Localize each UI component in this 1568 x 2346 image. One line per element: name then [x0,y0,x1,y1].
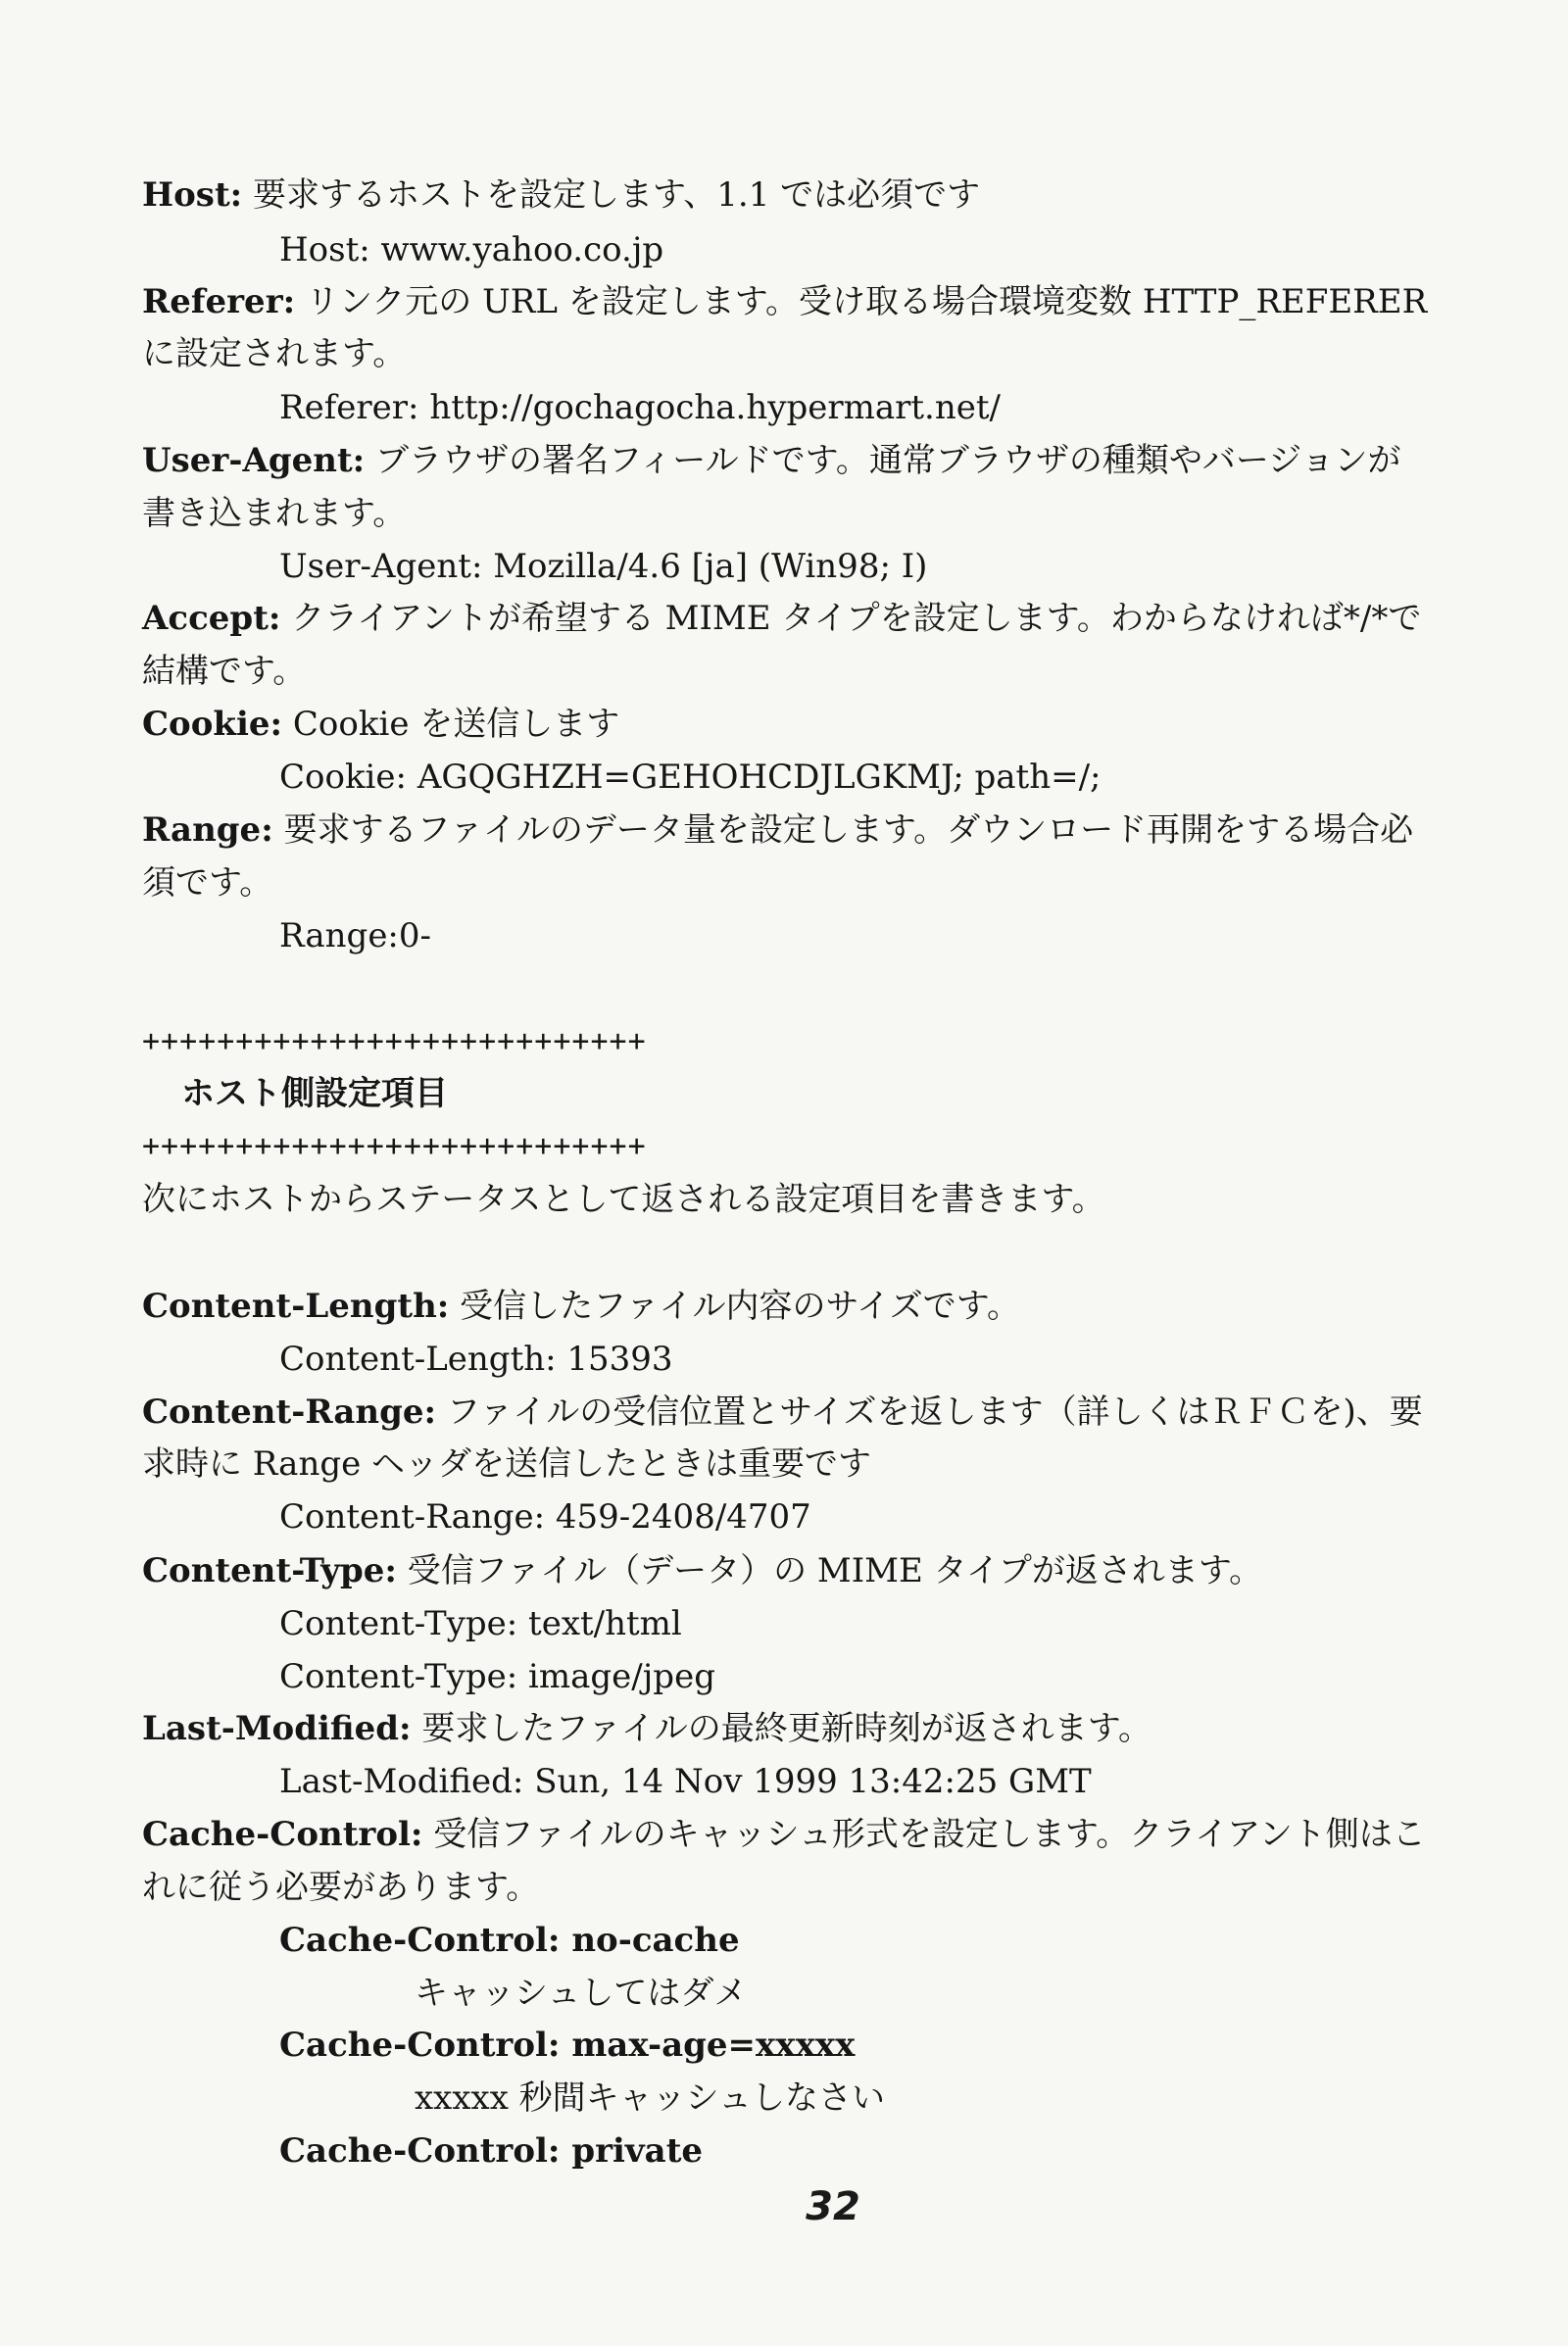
header-desc: 受信ファイル（データ）の MIME タイプが返されます。 [396,1551,1263,1590]
content-length-example: Content-Length: 15393 [279,1340,673,1379]
content-length-header-desc [142,1284,1020,1329]
header-desc: 要求するホストを設定します、1.1 では必須です [242,175,981,215]
referer-desc-cont: に設定されます。 [142,334,407,373]
header-key: Referer: [142,282,296,321]
header-key: User-Agent: [142,441,366,480]
page-number: 32 [806,2184,860,2229]
range-example: Range:0- [279,916,432,955]
header-key: Content-Range: [142,1393,437,1432]
content-type-example-jpeg: Content-Type: image/jpeg [279,1657,715,1696]
cache-control-no-cache: Cache-Control: no-cache [279,1921,740,1960]
range-desc-cont: 須です。 [142,863,273,903]
header-desc: リンク元の URL を設定します。受け取る場合環境変数 HTTP_REFERER [295,282,1428,321]
last-modified-header-desc [142,1706,1152,1751]
header-key: Content-Length: [142,1287,450,1326]
section-divider-top: +++++++++++++++++++++++++++ [142,1024,647,1058]
header-key: Content-Type: [142,1551,397,1590]
cache-control-private: Cache-Control: private [279,2131,704,2171]
accept-desc-cont: 結構です。 [142,652,307,691]
header-key: Accept: [142,599,281,638]
header-key: Host: [142,175,243,215]
cache-control-desc-cont: れに従う必要があります。 [142,1868,540,1907]
header-desc: ファイルの受信位置とサイズを返します（詳しくはＲＦＣを)、要 [436,1393,1423,1432]
section-intro: 次にホストからステータスとして返される設定項目を書きます。 [142,1180,1105,1219]
user-agent-header-desc [142,438,1401,483]
header-desc: 要求したファイルの最終更新時刻が返されます。 [411,1709,1152,1748]
content-range-desc-cont: 求時に Range ヘッダを送信したときは重要です [142,1444,872,1484]
header-key: Cookie: [142,705,283,744]
content-range-example: Content-Range: 459-2408/4707 [279,1497,811,1537]
cache-control-max-age: Cache-Control: max-age=xxxxx [279,2026,856,2065]
last-modified-example: Last-Modified: Sun, 14 Nov 1999 13:42:25 GMT [279,1762,1092,1801]
referer-example: Referer: http://gochagocha.hypermart.net/ [279,388,1001,427]
section-divider-bottom: +++++++++++++++++++++++++++ [142,1129,647,1163]
header-key: Range: [142,810,273,850]
range-header-desc [142,807,1413,853]
header-key: Last-Modified: [142,1709,412,1748]
content-type-header-desc [142,1548,1262,1593]
referer-header-desc [142,279,1427,324]
header-desc: 受信ファイルのキャッシュ形式を設定します。クライアント側はこ [422,1815,1426,1854]
cookie-example: Cookie: AGQGHZH=GEHOHCDJLGKMJ; path=/; [279,758,1102,797]
header-key: Cache-Control: [142,1815,423,1854]
section-title: ホスト側設定項目 [181,1074,448,1113]
host-header-desc [142,172,980,218]
header-desc: クライアントが希望する MIME タイプを設定します。わからなければ*/*で [280,599,1422,638]
content-type-example-html: Content-Type: text/html [279,1604,682,1643]
header-desc: 受信したファイル内容のサイズです。 [449,1287,1021,1326]
user-agent-example: User-Agent: Mozilla/4.6 [ja] (Win98; I) [279,547,928,586]
accept-header-desc [142,596,1421,641]
header-desc: Cookie を送信します [282,705,620,744]
cache-control-max-age-note: xxxxx 秒間キャッシュしなさい [415,2078,886,2118]
cache-control-header-desc [142,1812,1426,1857]
cookie-header-desc [142,702,619,747]
content-range-header-desc [142,1390,1423,1435]
cache-control-no-cache-note: キャッシュしてはダメ [415,1974,748,2013]
header-desc: ブラウザの署名フィールドです。通常ブラウザの種類やバージョンが [365,441,1401,480]
host-example: Host: www.yahoo.co.jp [279,230,664,269]
header-desc: 要求するファイルのデータ量を設定します。ダウンロード再開をする場合必 [272,810,1414,850]
user-agent-desc-cont: 書き込まれます。 [142,494,407,533]
